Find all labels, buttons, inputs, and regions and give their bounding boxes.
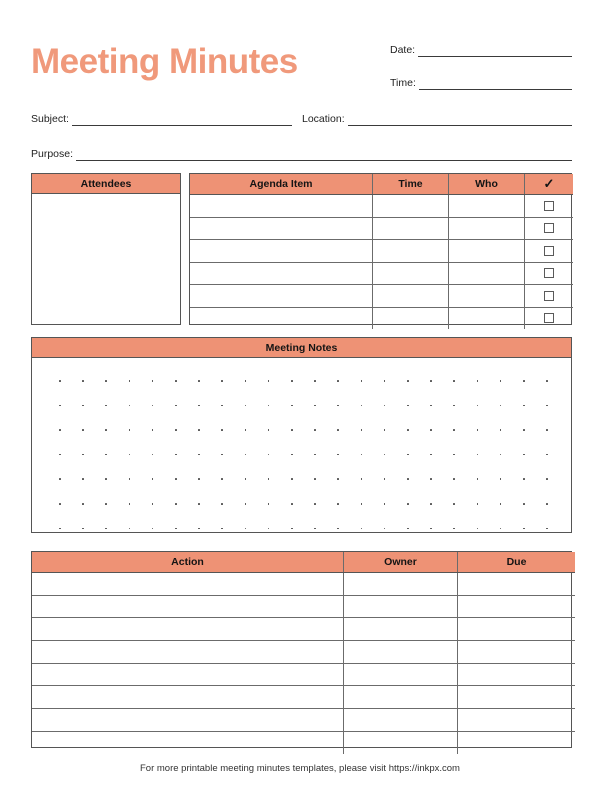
grid-dot	[361, 528, 363, 530]
grid-dot	[384, 454, 386, 456]
grid-dot	[500, 405, 502, 407]
purpose-field-row	[31, 148, 572, 161]
location-label: Location:	[302, 113, 345, 125]
grid-dot	[198, 503, 200, 505]
grid-dot	[407, 503, 409, 505]
agenda-who-cell[interactable]	[449, 195, 525, 218]
grid-dot	[245, 478, 247, 480]
grid-dot	[175, 380, 177, 382]
grid-dot	[500, 429, 502, 431]
action-table	[32, 552, 575, 754]
grid-dot	[152, 405, 154, 407]
grid-dot	[500, 478, 502, 480]
grid-dot	[198, 380, 200, 382]
grid-dot	[129, 478, 131, 480]
grid-dot	[245, 528, 247, 530]
agenda-row	[190, 217, 573, 240]
grid-dot	[82, 528, 84, 530]
action-owner-cell[interactable]	[344, 618, 458, 641]
grid-dot	[152, 528, 154, 530]
action-owner-cell[interactable]	[344, 573, 458, 596]
grid-dot	[245, 503, 247, 505]
grid-dot	[129, 380, 131, 382]
action-due-cell[interactable]	[458, 709, 576, 732]
agenda-checkbox-cell[interactable]	[525, 217, 574, 240]
action-due-cell[interactable]	[458, 731, 576, 753]
grid-dot	[291, 503, 293, 505]
agenda-checkbox-cell[interactable]	[525, 195, 574, 218]
action-row	[32, 731, 575, 753]
grid-dot	[129, 405, 131, 407]
action-due-cell[interactable]	[458, 663, 576, 686]
meeting-notes-input[interactable]	[32, 358, 571, 532]
agenda-time-cell[interactable]	[373, 195, 449, 218]
subject-input[interactable]	[72, 114, 292, 126]
meeting-notes-header: Meeting Notes	[32, 338, 571, 358]
grid-dot	[245, 454, 247, 456]
grid-dot	[453, 503, 455, 505]
grid-dot	[175, 429, 177, 431]
grid-dot	[407, 380, 409, 382]
grid-dot	[337, 380, 339, 382]
grid-dot	[430, 380, 432, 382]
grid-dot	[268, 454, 270, 456]
action-due-cell[interactable]	[458, 686, 576, 709]
grid-dot	[82, 429, 84, 431]
grid-dot	[453, 429, 455, 431]
grid-dot	[384, 478, 386, 480]
grid-dot	[291, 454, 293, 456]
action-row	[32, 595, 575, 618]
grid-dot	[361, 429, 363, 431]
action-due-cell[interactable]	[458, 595, 576, 618]
action-due-cell[interactable]	[458, 573, 576, 596]
date-input[interactable]	[418, 45, 572, 57]
action-due-cell[interactable]	[458, 641, 576, 664]
grid-dot	[523, 429, 525, 431]
grid-dot	[546, 405, 548, 407]
action-owner-cell[interactable]	[344, 731, 458, 753]
grid-dot	[314, 528, 316, 530]
grid-dot	[175, 528, 177, 530]
agenda-header-row	[190, 174, 573, 195]
agenda-row	[190, 307, 573, 329]
action-action-cell[interactable]	[32, 573, 344, 596]
grid-dot	[105, 405, 107, 407]
action-owner-cell[interactable]	[344, 641, 458, 664]
grid-dot	[430, 503, 432, 505]
grid-dot	[198, 405, 200, 407]
agenda-col-check	[525, 174, 574, 195]
action-action-cell[interactable]	[32, 641, 344, 664]
grid-dot	[152, 380, 154, 382]
agenda-checkbox-cell[interactable]	[525, 262, 574, 285]
grid-dot	[152, 429, 154, 431]
grid-dot	[268, 528, 270, 530]
grid-dot	[291, 528, 293, 530]
grid-dot	[384, 503, 386, 505]
page-title: Meeting Minutes	[31, 42, 298, 81]
grid-dot	[337, 503, 339, 505]
grid-dot	[105, 528, 107, 530]
grid-dot	[175, 405, 177, 407]
action-col-action: Action	[32, 552, 344, 573]
grid-dot	[314, 405, 316, 407]
grid-dot	[175, 454, 177, 456]
agenda-who-cell[interactable]	[449, 262, 525, 285]
grid-dot	[314, 429, 316, 431]
action-row	[32, 686, 575, 709]
attendees-input[interactable]	[32, 194, 180, 324]
grid-dot	[546, 454, 548, 456]
grid-dot	[407, 478, 409, 480]
grid-dot	[105, 478, 107, 480]
grid-dot	[291, 429, 293, 431]
agenda-item-cell[interactable]	[190, 240, 373, 263]
action-due-cell[interactable]	[458, 618, 576, 641]
grid-dot	[82, 503, 84, 505]
agenda-checkbox-cell[interactable]	[525, 307, 574, 329]
grid-dot	[105, 380, 107, 382]
grid-dot	[523, 478, 525, 480]
grid-dot	[523, 405, 525, 407]
grid-dot	[221, 503, 223, 505]
agenda-row	[190, 240, 573, 263]
grid-dot	[221, 478, 223, 480]
action-row	[32, 573, 575, 596]
grid-dot	[384, 528, 386, 530]
grid-dot	[152, 478, 154, 480]
action-owner-cell[interactable]	[344, 709, 458, 732]
purpose-input[interactable]	[76, 149, 572, 161]
grid-dot	[105, 454, 107, 456]
agenda-item-cell[interactable]	[190, 285, 373, 308]
grid-dot	[59, 478, 61, 480]
agenda-time-cell[interactable]	[373, 307, 449, 329]
attendees-header: Attendees	[32, 174, 180, 194]
grid-dot	[430, 429, 432, 431]
action-action-cell[interactable]	[32, 686, 344, 709]
grid-dot	[314, 380, 316, 382]
grid-dot	[523, 528, 525, 530]
grid-dot	[314, 478, 316, 480]
grid-dot	[477, 503, 479, 505]
agenda-time-cell[interactable]	[373, 262, 449, 285]
agenda-table	[190, 174, 573, 329]
grid-dot	[221, 429, 223, 431]
grid-dot	[453, 380, 455, 382]
grid-dot	[268, 405, 270, 407]
attendees-box	[31, 173, 181, 325]
grid-dot	[59, 454, 61, 456]
grid-dot	[361, 380, 363, 382]
time-input[interactable]	[419, 78, 572, 90]
grid-dot	[198, 478, 200, 480]
grid-dot	[59, 429, 61, 431]
grid-dot	[221, 454, 223, 456]
grid-dot	[407, 454, 409, 456]
agenda-row	[190, 195, 573, 218]
agenda-who-cell[interactable]	[449, 307, 525, 329]
grid-dot	[430, 405, 432, 407]
grid-dot	[407, 405, 409, 407]
grid-dot	[477, 454, 479, 456]
action-row	[32, 709, 575, 732]
subject-label: Subject:	[31, 113, 69, 125]
grid-dot	[268, 503, 270, 505]
grid-dot	[337, 454, 339, 456]
grid-dot	[59, 528, 61, 530]
grid-dot	[245, 380, 247, 382]
grid-dot	[407, 528, 409, 530]
grid-dot	[500, 503, 502, 505]
grid-dot	[430, 478, 432, 480]
date-field-row	[390, 44, 572, 57]
checkbox-icon[interactable]	[544, 246, 554, 256]
grid-dot	[523, 454, 525, 456]
grid-dot	[546, 478, 548, 480]
grid-dot	[59, 405, 61, 407]
agenda-who-cell[interactable]	[449, 285, 525, 308]
grid-dot	[152, 454, 154, 456]
grid-dot	[105, 503, 107, 505]
grid-dot	[198, 429, 200, 431]
grid-dot	[523, 503, 525, 505]
grid-dot	[546, 380, 548, 382]
grid-dot	[384, 405, 386, 407]
grid-dot	[198, 454, 200, 456]
checkmark-icon: ✓	[543, 176, 555, 191]
grid-dot	[268, 429, 270, 431]
action-action-cell[interactable]	[32, 731, 344, 753]
agenda-item-cell[interactable]	[190, 307, 373, 329]
time-field-row	[390, 77, 572, 90]
grid-dot	[477, 405, 479, 407]
agenda-time-cell[interactable]	[373, 217, 449, 240]
action-body	[32, 573, 575, 754]
grid-dot	[59, 503, 61, 505]
grid-dot	[477, 478, 479, 480]
grid-dot	[407, 429, 409, 431]
grid-dot	[337, 405, 339, 407]
action-action-cell[interactable]	[32, 618, 344, 641]
action-row	[32, 618, 575, 641]
agenda-who-cell[interactable]	[449, 217, 525, 240]
grid-dot	[152, 503, 154, 505]
grid-dot	[361, 405, 363, 407]
action-owner-cell[interactable]	[344, 595, 458, 618]
grid-dot	[477, 528, 479, 530]
grid-dot	[82, 478, 84, 480]
agenda-time-cell[interactable]	[373, 285, 449, 308]
action-col-owner: Owner	[344, 552, 458, 573]
date-label: Date:	[390, 44, 416, 56]
agenda-who-cell[interactable]	[449, 240, 525, 263]
grid-dot	[523, 380, 525, 382]
grid-dot	[453, 528, 455, 530]
grid-dot	[268, 380, 270, 382]
grid-dot	[314, 503, 316, 505]
checkbox-icon[interactable]	[544, 223, 554, 233]
grid-dot	[129, 454, 131, 456]
action-col-due: Due	[458, 552, 576, 573]
action-action-cell[interactable]	[32, 595, 344, 618]
grid-dot	[337, 478, 339, 480]
grid-dot	[129, 429, 131, 431]
grid-dot	[477, 429, 479, 431]
grid-dot	[546, 503, 548, 505]
grid-dot	[361, 454, 363, 456]
grid-dot	[245, 405, 247, 407]
grid-dot	[245, 429, 247, 431]
agenda-col-who: Who	[449, 174, 525, 195]
grid-dot	[337, 429, 339, 431]
agenda-col-item: Agenda Item	[190, 174, 373, 195]
grid-dot	[500, 528, 502, 530]
grid-dot	[105, 429, 107, 431]
grid-dot	[546, 429, 548, 431]
grid-dot	[453, 478, 455, 480]
grid-dot	[453, 454, 455, 456]
grid-dot	[477, 380, 479, 382]
action-action-cell[interactable]	[32, 663, 344, 686]
grid-dot	[291, 478, 293, 480]
grid-dot	[82, 380, 84, 382]
agenda-time-cell[interactable]	[373, 240, 449, 263]
grid-dot	[221, 380, 223, 382]
grid-dot	[175, 478, 177, 480]
grid-dot	[430, 454, 432, 456]
action-header-row	[32, 552, 575, 573]
grid-dot	[175, 503, 177, 505]
time-label: Time:	[390, 77, 416, 89]
grid-dot	[221, 405, 223, 407]
grid-dot	[59, 380, 61, 382]
agenda-item-cell[interactable]	[190, 195, 373, 218]
action-row	[32, 641, 575, 664]
subject-field-row	[31, 113, 292, 126]
meeting-notes-box	[31, 337, 572, 533]
action-row	[32, 663, 575, 686]
grid-dot	[82, 405, 84, 407]
grid-dot	[314, 454, 316, 456]
grid-dot	[500, 454, 502, 456]
grid-dot	[361, 503, 363, 505]
grid-dot	[361, 478, 363, 480]
agenda-row	[190, 262, 573, 285]
grid-dot	[453, 405, 455, 407]
grid-dot	[291, 380, 293, 382]
checkbox-icon[interactable]	[544, 268, 554, 278]
agenda-table-box	[189, 173, 572, 325]
grid-dot	[384, 380, 386, 382]
action-owner-cell[interactable]	[344, 686, 458, 709]
grid-dot	[430, 528, 432, 530]
agenda-item-cell[interactable]	[190, 262, 373, 285]
purpose-label: Purpose:	[31, 148, 74, 160]
action-action-cell[interactable]	[32, 709, 344, 732]
grid-dot	[268, 478, 270, 480]
agenda-body	[190, 195, 573, 330]
grid-dot	[198, 528, 200, 530]
action-owner-cell[interactable]	[344, 663, 458, 686]
checkbox-icon[interactable]	[544, 313, 554, 323]
agenda-checkbox-cell[interactable]	[525, 240, 574, 263]
location-field-row	[302, 113, 572, 126]
grid-dot	[500, 380, 502, 382]
agenda-col-time: Time	[373, 174, 449, 195]
action-table-box	[31, 551, 572, 748]
grid-dot	[384, 429, 386, 431]
grid-dot	[337, 528, 339, 530]
agenda-checkbox-cell[interactable]	[525, 285, 574, 308]
grid-dot	[221, 528, 223, 530]
agenda-item-cell[interactable]	[190, 217, 373, 240]
agenda-row	[190, 285, 573, 308]
grid-dot	[129, 528, 131, 530]
footer-note: For more printable meeting minutes templates, please visit https://inkpx.com	[140, 763, 460, 774]
checkbox-icon[interactable]	[544, 201, 554, 211]
location-input[interactable]	[348, 114, 572, 126]
grid-dot	[546, 528, 548, 530]
grid-dot	[129, 503, 131, 505]
grid-dot	[291, 405, 293, 407]
grid-dot	[82, 454, 84, 456]
checkbox-icon[interactable]	[544, 291, 554, 301]
